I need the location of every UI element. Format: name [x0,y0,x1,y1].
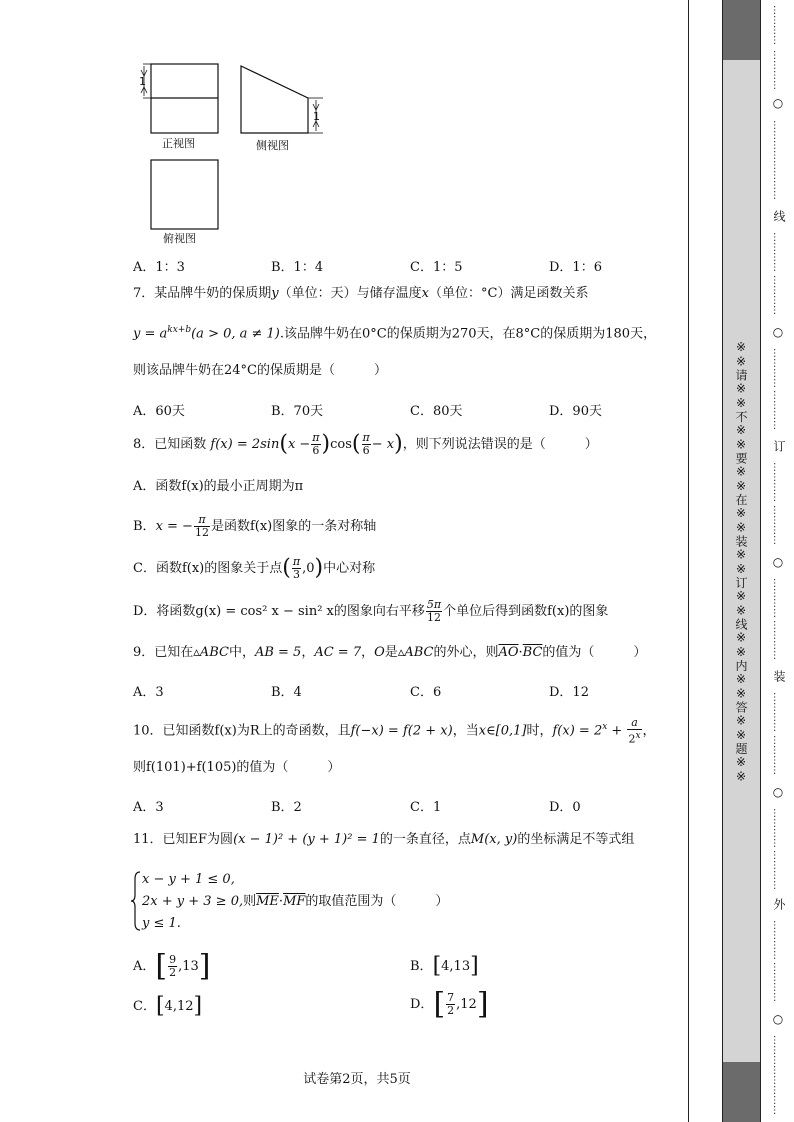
q8-frac-5pi-12: $\frac{5\pi}{12}$ [426,598,442,624]
binding-mark-zhuang: 装 [772,670,786,683]
q11-ineq-1: x − y + 1 ≤ 0, [142,872,235,887]
binding-dots-1: ………… [771,5,782,45]
three-view-figure [125,60,355,250]
binding-dots-6: ………… [771,578,782,618]
binding-dots-2b: ………… [771,160,782,200]
q9-option-b[interactable]: B．4 [271,685,302,700]
q10-option-a[interactable]: A．3 [133,800,164,815]
binding-gray-left-edge [722,0,723,1122]
q8-option-a[interactable]: A．函数f(x)的最小正周期为π [133,479,304,494]
q11-frac-9-2: $\frac{9}{2}$ [169,953,177,979]
q8-stem: 8．已知函数 f(x) = 2sin(x − $\frac{\pi}{6}$ )cos( $\frac{\pi}{6}$ − x)，则下列说法错误的是（ ） [133,431,598,457]
page-footer: 试卷第2页，共5页 [303,1072,411,1087]
binding-circle-5: ○ [771,1012,785,1027]
q11-system-brace [130,871,142,931]
q11-ineq-2: 2x + y + 3 ≥ 0,则$\overline{ME}\cdot\overline{MF}$的取值范围为（ ） [142,894,449,909]
q7-stem-line1: 7．某品牌牛奶的保质期y（单位：天）与储存温度x（单位：°C）满足函数关系 [133,286,589,301]
top-view [151,160,218,229]
binding-dots-7: ………… [771,692,782,732]
q7-option-c[interactable]: C．80天 [410,404,463,419]
binding-dots-10: ………… [771,1035,782,1075]
q9-option-c[interactable]: C．6 [410,685,442,700]
q10-stem-line2: 则f(101)+f(105)的值为（ ） [133,760,341,775]
q11-option-c[interactable]: C．[4,12] [133,993,203,1019]
binding-dots-6b: ………… [771,620,782,660]
binding-warning-text: ※※请※※不※※要※※在※※装※※订※※线※※内※※答※※题※※ [734,340,748,784]
binding-dark-cap-bottom [723,1062,760,1122]
q11-stem: 11．已知EF为圆(x − 1)² + (y + 1)² = 1的一条直径，点M(x, y)的坐标满足不等式组 [133,832,635,847]
binding-dots-5: ………… [771,462,782,502]
q7-stem-line3: 则该品牌牛奶在24°C的保质期是（ ） [133,363,387,378]
q8-option-d[interactable]: D．将函数g(x) = cos² x − sin² x的图象向右平移 $\frac{5\pi}{12}$ 个单位后得到函数f(x)的图象 [133,598,609,624]
q8-frac-pi-12: $\frac{\pi}{12}$ [194,513,209,539]
binding-mark-line: 线 [772,210,786,223]
dim-label-side: 1 [313,110,320,123]
binding-dots-5b: ………… [771,505,782,545]
binding-dots-9b: ………… [771,962,782,1002]
binding-circle-4: ○ [771,785,785,800]
q6-option-a[interactable]: A．1：3 [133,260,185,275]
q7-option-b[interactable]: B．70天 [271,404,324,419]
binding-dark-cap-top [723,0,760,60]
q9-option-a[interactable]: A．3 [133,685,164,700]
q10-option-c[interactable]: C．1 [410,800,442,815]
binding-border-line [688,0,689,1122]
q11-option-a[interactable]: A．[ $\frac{9}{2}$ ,13] [133,948,211,984]
q11-option-d[interactable]: D．[ $\frac{7}{2}$ ,12] [410,986,489,1022]
side-view [241,66,323,133]
dim-label-front: 1 [139,75,146,88]
q9-option-d[interactable]: D．12 [549,685,589,700]
side-view-label: 侧视图 [256,139,289,152]
binding-circle-2: ○ [771,325,785,340]
q10-option-d[interactable]: D．0 [549,800,581,815]
q6-option-d[interactable]: D．1：6 [549,260,602,275]
binding-dots-10b: ………… [771,1075,782,1115]
front-view-label: 正视图 [162,137,195,150]
q8-frac-pi-3: $\frac{\pi}{3}$ [292,555,301,581]
binding-dots-3: ………… [771,232,782,272]
top-view-label: 俯视图 [163,232,196,245]
q11-frac-7-2: $\frac{7}{2}$ [447,991,455,1017]
q7-stem-line2: $y = a^{kx+b}(a > 0$, a ≠ 1).该品牌牛奶在0°C的保质期为270天，在8°C的保质期为180天， [133,325,657,342]
q10-frac-a-2x: $\frac{a}{2^x}$ [628,715,641,746]
binding-dots-3b: ………… [771,275,782,315]
q8-option-b[interactable]: B．x = − $\frac{\pi}{12}$ 是函数f(x)图象的一条对称轴 [133,513,377,539]
q7-option-d[interactable]: D．90天 [549,404,602,419]
q6-option-b[interactable]: B．1：4 [271,260,324,275]
binding-dots-2: ………… [771,120,782,160]
binding-dots-4: ………… [771,348,782,388]
q11-ineq-3: y ≤ 1. [142,916,181,931]
q9-stem: 9．已知在▵ABC中，AB = 5，AC = 7，O是▵ABC的外心，则$\overline{AO}\cdot\overline{BC}$的值为（ ） [133,645,647,660]
q7-option-a[interactable]: A．60天 [133,404,185,419]
binding-dots-8b: ………… [771,850,782,890]
binding-dots-4b: ………… [771,390,782,430]
binding-mark-wai: 外 [772,898,786,911]
q10-option-b[interactable]: B．2 [271,800,302,815]
binding-dots-1b: ………… [771,50,782,90]
q8-frac-pi-6-b: $\frac{\pi}{6}$ [362,431,370,457]
binding-gray-right-edge [760,0,761,1122]
binding-mark-ding: 订 [772,440,786,453]
binding-dots-9: ………… [771,920,782,960]
front-view [141,64,218,133]
q8-frac-pi-6: $\frac{\pi}{6}$ [312,431,320,457]
q8-option-c[interactable]: C．函数f(x)的图象关于点( $\frac{\pi}{3}$ ,0)中心对称 [133,555,376,581]
q6-option-c[interactable]: C．1：5 [410,260,463,275]
binding-dots-8: ………… [771,808,782,848]
q10-stem-line1: 10．已知函数f(x)为R上的奇函数，且f(−x) = f(2 + x)，当x∈[0,1]时，$f(x) = 2^x$ + $\frac{a}{2^x}$ ， [133,715,656,746]
binding-dots-7b: ………… [771,735,782,775]
binding-circle-1: ○ [771,96,785,111]
q11-option-b[interactable]: B．[4,13] [410,953,479,979]
binding-circle-3: ○ [771,555,785,570]
